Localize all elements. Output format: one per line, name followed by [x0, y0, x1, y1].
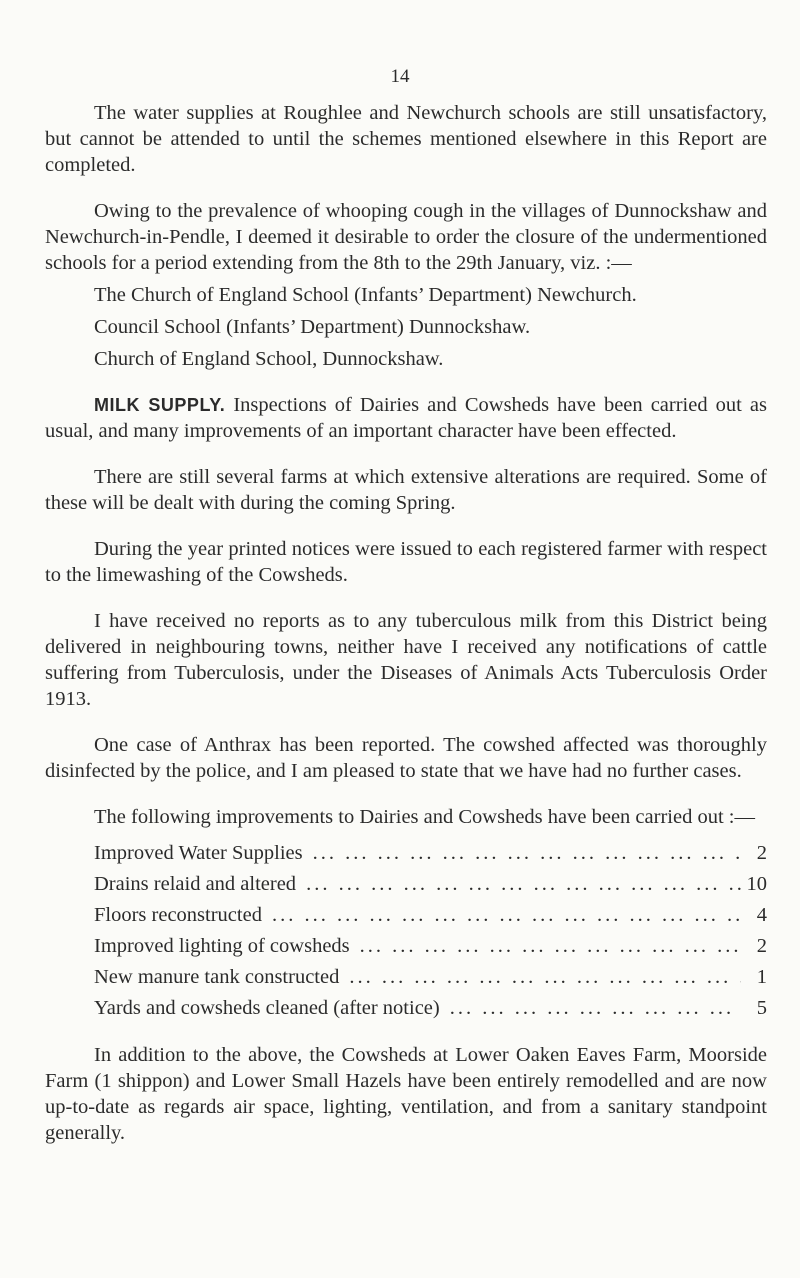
- list-item: Church of England School, Dunnockshaw.: [94, 348, 444, 370]
- row-value: 4: [756, 904, 767, 926]
- paragraph-tuberculous: I have received no reports as to any tuberculous milk from this District being delivered in neighbouring towns, neither have I received any notifications of cattle suffering from Tuberculosis, under the Diseases of Animals Acts Tuberculosis Order 1913.: [45, 610, 767, 710]
- table-row: [94, 995, 767, 1026]
- table-row: [94, 902, 767, 933]
- closed-schools-list: [45, 282, 767, 372]
- row-value: 10: [746, 873, 767, 895]
- paragraph-farms: There are still several farms at which extensive alterations are required. Some of these will be dealt with during the coming Spring.: [45, 466, 767, 514]
- row-value: 5: [756, 997, 767, 1019]
- paragraph-remodelled-cowsheds: In addition to the above, the Cowsheds at Lower Oaken Eaves Farm, Moorside Farm (1 shippon) and Lower Small Hazels have been entirely remodelled and are now up-to-date as regards air space, lighting, ventilation, and from a sanitary standpoint generally.: [45, 1044, 767, 1144]
- row-label: Drains relaid and altered: [94, 873, 297, 895]
- paragraph-improvements-intro: The following improvements to Dairies and Cowsheds have been carried out :—: [94, 806, 755, 828]
- dot-leader: [262, 902, 741, 928]
- dot-leader: [440, 995, 741, 1021]
- paragraph-water-supplies: The water supplies at Roughlee and Newchurch schools are still unsatisfactory, but cannot be attended to until the schemes mentioned elsewhere in this Report are completed.: [45, 102, 767, 176]
- table-row: [94, 871, 767, 902]
- dot-leader: [296, 871, 741, 897]
- page-number: 14: [390, 66, 410, 87]
- dot-leader: [350, 933, 741, 959]
- row-value: 1: [756, 966, 767, 988]
- row-label: Yards and cowsheds cleaned (after notice): [94, 997, 440, 1019]
- paragraph-text: Inspections of Dairies and Cowsheds have been carried out as usual, and many improvements of an important character have been effected.: [45, 394, 767, 442]
- row-label: New manure tank constructed: [94, 966, 340, 988]
- dot-leader: [339, 964, 741, 990]
- table-row: [94, 964, 767, 995]
- table-row: [94, 933, 767, 964]
- row-value: 2: [756, 935, 767, 957]
- paragraph-milk-supply: [45, 392, 767, 444]
- row-value: 2: [756, 842, 767, 864]
- row-label: Improved Water Supplies: [94, 842, 303, 864]
- paragraph-whooping-cough: Owing to the prevalence of whooping cough in the villages of Dunnockshaw and Newchurch-in-Pendle, I deemed it desirable to order the closure of the undermentioned schools for a period extending from the 8th to the 29th January, viz. :—: [45, 200, 767, 274]
- paragraph-anthrax: One case of Anthrax has been reported. The cowshed affected was thoroughly disinfected by the police, and I am pleased to state that we have had no further cases.: [45, 734, 767, 782]
- document-body: [45, 100, 767, 1146]
- list-item: Council School (Infants’ Department) Dunnockshaw.: [94, 316, 531, 338]
- row-label: Improved lighting of cowsheds: [94, 935, 350, 957]
- list-item: The Church of England School (Infants’ Department) Newchurch.: [94, 284, 637, 306]
- paragraph-notices: During the year printed notices were issued to each registered farmer with respect to the limewashing of the Cowsheds.: [45, 538, 767, 586]
- improvements-table: [94, 840, 767, 1026]
- section-heading: MILK SUPPLY.: [94, 395, 226, 415]
- row-label: Floors reconstructed: [94, 904, 262, 926]
- table-row: [94, 840, 767, 871]
- dot-leader: [303, 840, 741, 866]
